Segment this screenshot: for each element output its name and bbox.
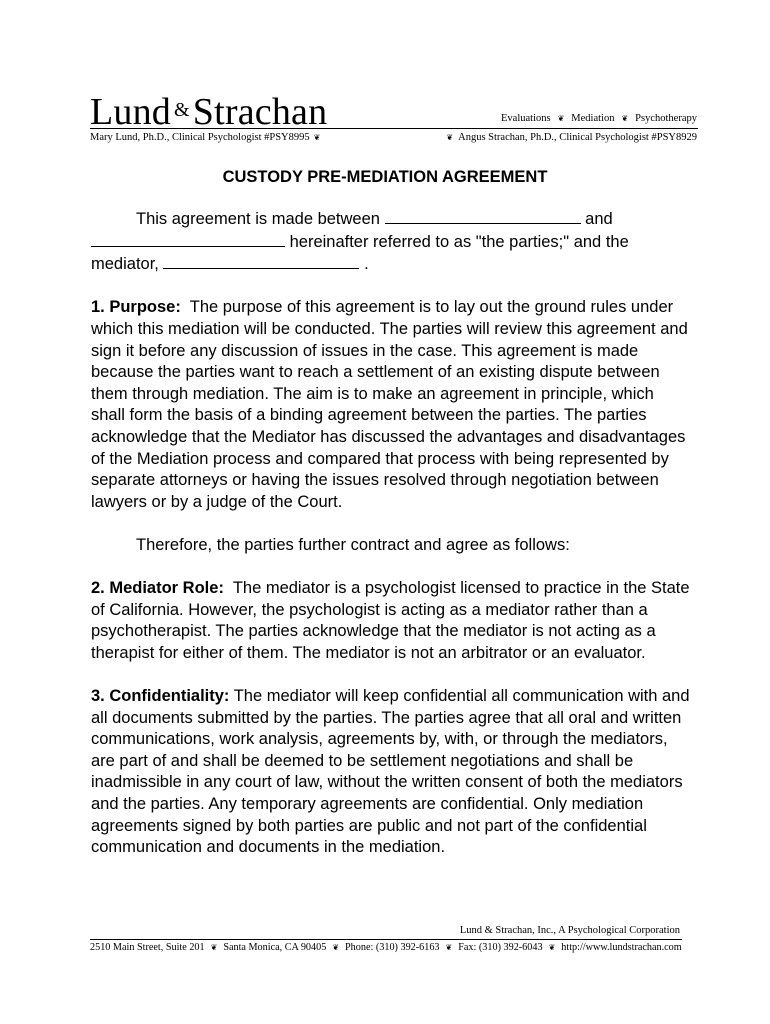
company-logo <box>90 90 327 132</box>
left-credentials <box>90 132 320 143</box>
section-text: The mediator is a psychologist licensed to practice in the State of California. However, the psychologist is acting as a mediator rather than a psychotherapist. The parties acknowledge that the mediator is not acting as a therapist for either of them. The mediator is not an arbitrator or an evaluator. <box>91 579 690 662</box>
section-confidentiality <box>91 686 691 859</box>
section-text: The mediator will keep confidential all communication with and all documents submitted by the parties. The parties agree that all oral and written communications, work analysis, agreements by, with, or through the mediators, are part of and shall be deemed to be settlement negotiations and shall be inadmissible in any court of law, without the written consent of both the mediators and the parties. Any temporary agreements are confidential. Only mediation agreements signed by both parties are public and not part of the confidential communication and documents in the mediation. <box>91 687 690 857</box>
leaf-icon: ❦ <box>557 114 565 123</box>
city-state: Santa Monica, CA 90405 <box>223 942 327 953</box>
leaf-icon: ❦ <box>313 133 321 142</box>
section-heading: 2. Mediator Role: <box>91 579 224 598</box>
intro-line-1 <box>91 208 691 231</box>
mary-lund-credentials: Mary Lund, Ph.D., Clinical Psychologist #PSY8995 <box>90 132 310 143</box>
service-mediation: Mediation <box>571 113 615 124</box>
corporation-name: Lund & Strachan, Inc., A Psychological Corporation <box>459 925 680 936</box>
intro-line-2 <box>91 231 691 254</box>
section-purpose <box>91 297 691 513</box>
section-text: The purpose of this agreement is to lay out the ground rules under which this mediation will be conducted. The parties will review this agreement and sign it before any discussion of issues in the case. This agreement is made because the parties want to reach a settlement of an existing dispute between them through mediation. The aim is to make an agreement in principle, which shall form the basis of a binding agreement between the parties. The parties acknowledge that the Mediator has discussed the advantages and disadvantages of the Mediation process and compared that process with being represented by separate attorneys or having the issues resolved through negotiation between lawyers or by a judge of the Court. <box>91 298 688 511</box>
leaf-icon: ❦ <box>621 114 629 123</box>
leaf-icon: ❦ <box>446 133 454 142</box>
intro-text-2: and <box>585 210 613 228</box>
website-link[interactable]: http://www.lundstrachan.com <box>561 942 682 953</box>
leaf-icon: ❦ <box>210 943 218 952</box>
section-mediator-role <box>91 578 691 664</box>
party-two-blank[interactable] <box>91 231 285 247</box>
service-evaluations: Evaluations <box>501 113 551 124</box>
therefore-line: Therefore, the parties further contract and agree as follows: <box>136 535 570 554</box>
leaf-icon: ❦ <box>332 943 340 952</box>
logo-lund: Lund <box>90 91 172 133</box>
footer-divider <box>90 939 682 940</box>
intro-text-5: . <box>364 255 369 274</box>
party-one-blank[interactable] <box>385 208 581 224</box>
section-heading: 3. Confidentiality: <box>91 687 230 706</box>
section-heading: 1. Purpose: <box>91 298 181 317</box>
fax-number: Fax: (310) 392-6043 <box>458 942 543 953</box>
intro-text-3: hereinafter referred to as "the parties;" and the <box>289 232 629 251</box>
intro-text-4: mediator, <box>91 255 159 274</box>
services-list <box>501 113 697 124</box>
logo-ampersand: & <box>174 99 190 121</box>
intro-line-3 <box>91 253 691 276</box>
leaf-icon: ❦ <box>548 943 556 952</box>
service-psychotherapy: Psychotherapy <box>635 113 697 124</box>
header-divider <box>90 128 698 129</box>
intro-text-1: This agreement is made between <box>136 210 380 228</box>
right-credentials <box>446 132 697 143</box>
document-body <box>91 208 691 859</box>
footer-contact <box>90 942 682 953</box>
logo-strachan: Strachan <box>192 91 328 133</box>
leaf-icon: ❦ <box>445 943 453 952</box>
phone-number: Phone: (310) 392-6163 <box>345 942 440 953</box>
street-address: 2510 Main Street, Suite 201 <box>90 942 205 953</box>
angus-strachan-credentials: Angus Strachan, Ph.D., Clinical Psychologist #PSY8929 <box>458 132 697 143</box>
mediator-blank[interactable] <box>163 253 359 269</box>
document-title: CUSTODY PRE-MEDIATION AGREEMENT <box>222 168 548 186</box>
